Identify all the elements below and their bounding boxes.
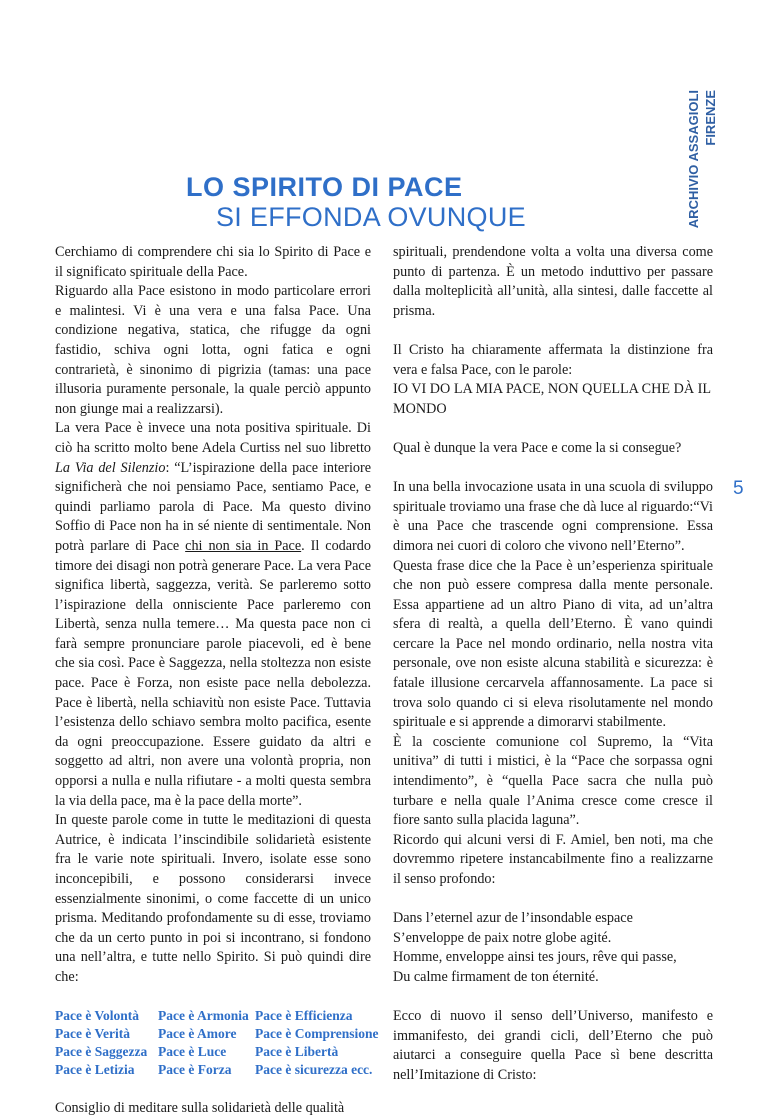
pace-item: Pace è Libertà bbox=[255, 1044, 339, 1060]
paragraph: Riguardo alla Pace esistono in modo particolare errori e malintesi. Vi è una vera e una falsa Pace. Una condizione negativa, statica, che rifugge da ogni fastidio, schiva ogni lotta, ogni fatica e ogni contrarietà, è sinonimo di pigrizia (tamas: una pace illusoria puramente personale, la quale perciò appunto non giunge mai a realizzarsi). bbox=[55, 283, 371, 417]
article-title bbox=[186, 172, 526, 232]
page-number: 5 bbox=[733, 478, 744, 499]
archive-line-1: ARCHIVIO ASSAGIOLI bbox=[686, 90, 701, 229]
paragraph: In queste parole come in tutte le meditazioni di questa Autrice, è indicata l’inscindibile solidarietà esistente fra le varie note spirituali. Invero, isolate esse sono inconcepibili, e possono considerarsi invece essenzialmente sinonimi, o come faccette di un unico prisma. Meditando profondamente su di esse, troviamo che da un certo punto in poi si incontrano, si fondono una nell’altra, e tutte nello Spirito. Si può quindi dire che: bbox=[55, 812, 371, 985]
archive-label bbox=[685, 90, 725, 260]
pace-item: Pace è Saggezza bbox=[55, 1044, 148, 1060]
paragraph: Ricordo qui alcuni versi di F. Amiel, ben noti, ma che dovremmo ripetere instancabilmente fino a realizzarne il senso profondo: bbox=[393, 831, 713, 887]
paragraph: Qual è dunque la vera Pace e come la si consegue? bbox=[393, 439, 682, 456]
left-column bbox=[55, 243, 379, 1118]
archive-line-2: FIRENZE bbox=[703, 90, 718, 146]
poem-line: Du calme firmament de ton éternité. bbox=[393, 968, 599, 985]
book-title: La Via del Silenzio bbox=[55, 459, 166, 476]
paragraph: Consiglio di meditare sulla solidarietà delle qualità bbox=[55, 1099, 345, 1116]
pace-table bbox=[55, 1007, 379, 1079]
pace-item: Pace è Volontà bbox=[55, 1008, 139, 1024]
underlined-text: chi non sia in Pace bbox=[185, 537, 302, 554]
quote: IO VI DO LA MIA PACE, NON QUELLA CHE DÀ IL MONDO bbox=[393, 381, 711, 417]
text-span: : “L’ispirazione della pace interiore significherà che noi pensiamo Pace, sentiamo Pace, e quindi parliamo parola di Pace. Ma questo divino Soffio di Pace non ha in sé niente di sentimentale. Non potrà parlare di Pace bbox=[55, 459, 372, 554]
paragraph bbox=[55, 419, 371, 811]
paragraph: È la cosciente comunione col Supremo, la “Vita unitiva” di tutti i mistici, è la “Pace che sorpassa ogni intendimento”, è “quella Pace sacra che nulla può turbare e nella quale l’Anima cresce come cresce il fiore santo sulla placida laguna”. bbox=[393, 733, 713, 829]
text-span: La vera Pace è invece una nota positiva spirituale. Di ciò ha scritto molto bene Adela Curtiss nel suo libretto bbox=[55, 420, 371, 456]
paragraph: Cerchiamo di comprendere chi sia lo Spirito di Pace e il significato spirituale della Pace. bbox=[55, 244, 371, 280]
text-span: . Il codardo timore dei disagi non potrà generare Pace. La vera Pace significa libertà, saggezza, verità. Se parleremo sotto l’ispirazione della onnisciente Pace parleremo con Libertà, senza nulla temere… Ma questa pace non ci farà sempre pronunciare parole piacevoli, ed è bene che sia così. Pace è Saggezza, nella stoltezza non esiste pace. Pace è Forza, non esiste pace nella debolezza. Pace è libertà, nella schiavitù non esiste Pace. Tuttavia l’esistenza dello schiavo sembra molto pacifica, esente da ogni preoccupazione. Essere guidato da altri e soggetto ad altri, non avere una volontà propria, non opporsi a nulla e nulla rifiutare - a molti questa sembra la via della pace, ma è la pace della morte”. bbox=[55, 537, 371, 809]
pace-item: Pace è Luce bbox=[158, 1044, 227, 1060]
poem bbox=[393, 909, 713, 987]
pace-item: Pace è Letizia bbox=[55, 1062, 135, 1078]
paragraph: In una bella invocazione usata in una scuola di sviluppo spirituale troviamo una frase che dà luce al riguardo:“Vi è una Pace che trascende ogni comprensione. Essa dimora nei cuori di coloro che vivono nell’Eterno”. bbox=[393, 479, 713, 554]
poem-line: S’enveloppe de paix notre globe agité. bbox=[393, 929, 612, 946]
pace-item: Pace è Verità bbox=[55, 1026, 130, 1042]
pace-item: Pace è Armonia bbox=[158, 1008, 249, 1024]
poem-line: Dans l’eternel azur de l’insondable espace bbox=[393, 910, 633, 927]
title-line-1: LO SPIRITO DI PACE bbox=[186, 172, 463, 202]
pace-item: Pace è Forza bbox=[158, 1062, 232, 1078]
title-line-2: SI EFFONDA OVUNQUE bbox=[216, 202, 526, 232]
pace-item: Pace è Amore bbox=[158, 1026, 237, 1042]
pace-item: Pace è Comprensione bbox=[255, 1026, 379, 1042]
pace-item: Pace è sicurezza ecc. bbox=[255, 1062, 373, 1078]
paragraph: Questa frase dice che la Pace è un’esperienza spirituale che non può essere compresa dalla mente personale. Essa appartiene ad un altro Piano di vita, ad un’altra sfera di realtà, a quella dell’Eterno. È vano quindi cercare la Pace nel mondo ordinario, nella nostra vita personale, ove non esiste alcuna stabilità e sicurezza: è fatale illusione cercarvela affannosamente. La pace si trova solo quando ci si eleva risolutamente nel mondo spirituale e si apprende a dimorarvi stabilmente. bbox=[393, 557, 713, 731]
paragraph: Il Cristo ha chiaramente affermata la distinzione fra vera e falsa Pace, con le parole: bbox=[393, 341, 713, 378]
pace-item: Pace è Efficienza bbox=[255, 1008, 353, 1024]
right-column bbox=[393, 243, 713, 1086]
paragraph: Ecco di nuovo il senso dell’Universo, manifesto e immanifesto, dei grandi cicli, dell’Eterno che può aiutarci a conseguire quella Pace sì bene descritta nell’Imitazione di Cristo: bbox=[393, 1008, 713, 1083]
poem-line: Homme, enveloppe ainsi tes jours, rêve qui passe, bbox=[393, 949, 677, 966]
paragraph: spirituali, prendendone volta a volta una diversa come punto di partenza. È un metodo induttivo per passare dalla molteplicità all’unità, alla sintesi, dalle faccette al prisma. bbox=[393, 244, 713, 319]
